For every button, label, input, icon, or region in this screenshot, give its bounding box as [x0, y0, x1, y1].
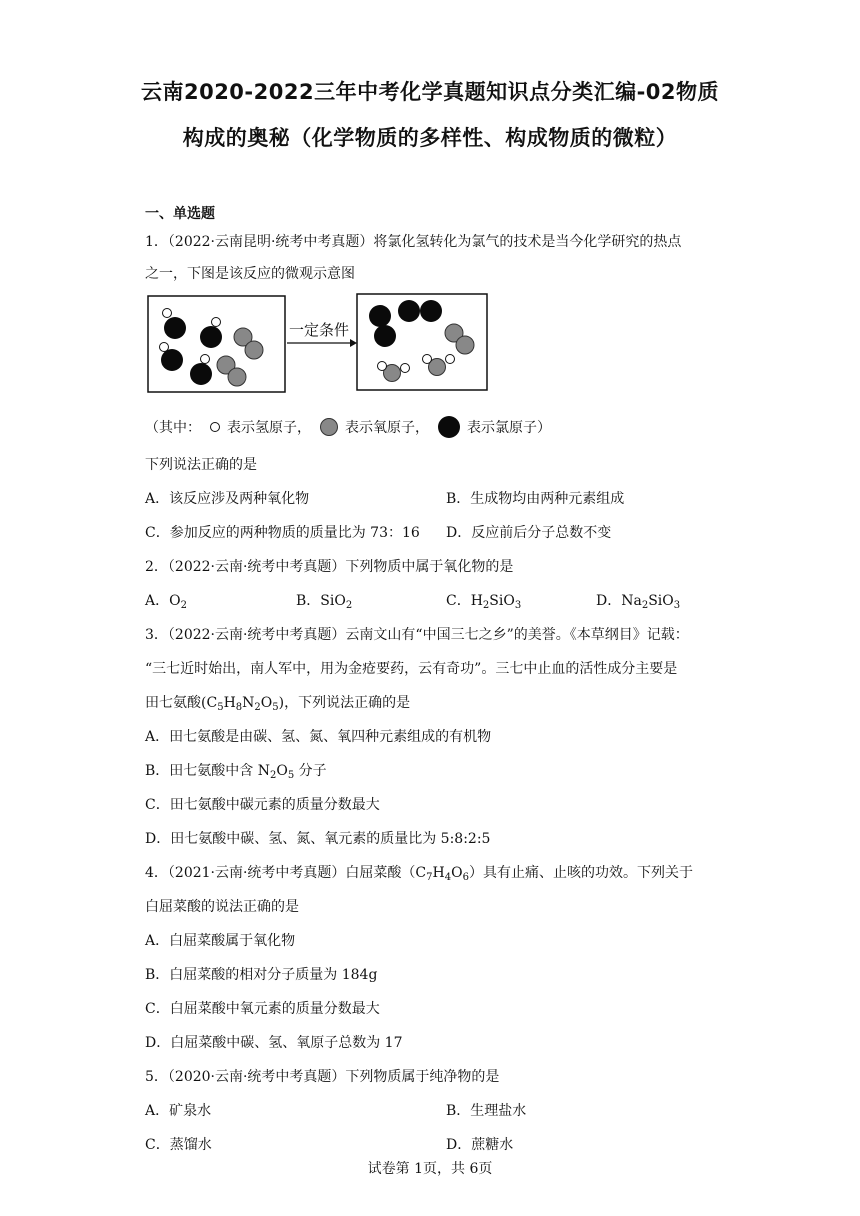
q5-option-b[interactable]: B．生理盐水 [446, 1103, 527, 1119]
chlorine-atom [374, 325, 396, 347]
q5-stem: 5．（2020·云南·统考中考真题）下列物质属于纯净物的是 [145, 1069, 500, 1085]
q3-stem-line1: 3．（2022·云南·统考中考真题）云南文山有“中国三七之乡”的美誉。《本草纲目》记载： [145, 627, 689, 643]
q2-option-b[interactable]: B．SiO$_2$ [296, 593, 353, 611]
page-title-line2: 构成的奥秘（化学物质的多样性、构成物质的微粒） [182, 126, 678, 150]
q3-option-d[interactable]: D．田七氨酸中碳、氢、氮、氧元素的质量比为 5:8:2:5 [145, 831, 491, 847]
q3-option-a[interactable]: A．田七氨酸是由碳、氢、氮、氧四种元素组成的有机物 [145, 729, 492, 745]
legend-chlorine-label: 表示氯原子） [467, 420, 551, 436]
chlorine-atom [200, 326, 222, 348]
hydrogen-atom [423, 355, 432, 364]
q1-option-c[interactable]: C．参加反应的两种物质的质量比为 73：16 [145, 525, 420, 541]
q4-option-c[interactable]: C．白屈菜酸中氧元素的质量分数最大 [145, 1001, 380, 1017]
q2-option-c[interactable]: C．$H_2SiO_3$ [446, 593, 522, 611]
page-footer: 试卷第 1页，共 6页 [367, 1161, 493, 1177]
q4-stem-line2: 白屈菜酸的说法正确的是 [145, 899, 299, 915]
chlorine-atom [420, 300, 442, 322]
q5-option-c[interactable]: C．蒸馏水 [145, 1137, 212, 1153]
q4-stem-line1: 4．（2021·云南·统考中考真题）白屈菜酸$(C_7H_4O_6)$具有止痛、止咳的功效。下列关于 [145, 865, 693, 883]
q2-option-d[interactable]: D．$Na_2SiO_3$ [596, 593, 681, 611]
chlorine-atom [164, 317, 186, 339]
diagram-legend [145, 414, 551, 440]
q5-option-a[interactable]: A．矿泉水 [145, 1103, 212, 1119]
hydrogen-atom [163, 309, 172, 318]
q4-option-a[interactable]: A．白屈菜酸属于氧化物 [145, 933, 296, 949]
q1-stem-line2: 之一，下图是该反应的微观示意图 [145, 266, 355, 282]
hydrogen-atom [201, 355, 210, 364]
legend-hydrogen-label: 表示氢原子， [227, 420, 311, 436]
chlorine-legend-icon [437, 415, 461, 439]
q5-option-d[interactable]: D．蔗糖水 [446, 1137, 514, 1153]
section-heading: 一、单选题 [145, 206, 215, 222]
q4-option-d[interactable]: D．白屈菜酸中碳、氢、氧原子总数为 17 [145, 1035, 403, 1051]
q1-option-a[interactable]: A．该反应涉及两种氧化物 [145, 491, 310, 507]
q1-prompt: 下列说法正确的是 [145, 457, 257, 473]
q2-option-a[interactable]: A．$O_2$ [145, 593, 187, 611]
q2-stem: 2．（2022·云南·统考中考真题）下列物质中属于氧化物的是 [145, 559, 514, 575]
q1-option-d[interactable]: D．反应前后分子总数不变 [446, 525, 612, 541]
page-title-line1: 云南2020-2022三年中考化学真题知识点分类汇编-02物质 [140, 80, 720, 104]
q3-option-c[interactable]: C．田七氨酸中碳元素的质量分数最大 [145, 797, 380, 813]
arrow-condition-label: 一定条件 [288, 322, 350, 339]
chlorine-atom [369, 305, 391, 327]
legend-prefix: （其中： [145, 420, 201, 436]
q1-option-b[interactable]: B．生成物均由两种元素组成 [446, 491, 625, 507]
legend-oxygen-label: 表示氧原子， [345, 420, 429, 436]
reaction-arrowhead [350, 339, 357, 347]
oxygen-atom [456, 336, 474, 354]
reaction-micro-diagram [145, 292, 495, 394]
chlorine-atom [190, 363, 212, 385]
hydrogen-atom [378, 362, 387, 371]
oxygen-legend-icon [319, 417, 339, 437]
q3-stem-line2: “三七近时始出，南人军中，用为金疮要药，云有奇功”。三七中止血的活性成分主要是 [145, 661, 678, 677]
hydrogen-atom [212, 318, 221, 327]
q3-stem-line3: 田七氨酸$(C_5H_8N_2O_5)$，下列说法正确的是 [145, 695, 411, 713]
chlorine-atom [398, 300, 420, 322]
q3-option-b[interactable]: B．田七氨酸中含 $N_2O_5$ 分子 [145, 763, 327, 781]
q1-stem-line1: 1．（2022·云南昆明·统考中考真题）将氯化氢转化为氯气的技术是当今化学研究的热点 [145, 234, 682, 250]
hydrogen-atom [160, 343, 169, 352]
hydrogen-atom [401, 364, 410, 373]
oxygen-atom [228, 368, 246, 386]
chlorine-atom [161, 349, 183, 371]
q4-option-b[interactable]: B．白屈菜酸的相对分子质量为 184g [145, 967, 378, 983]
hydrogen-atom [446, 355, 455, 364]
oxygen-atom [245, 341, 263, 359]
hydrogen-legend-icon [209, 421, 221, 433]
